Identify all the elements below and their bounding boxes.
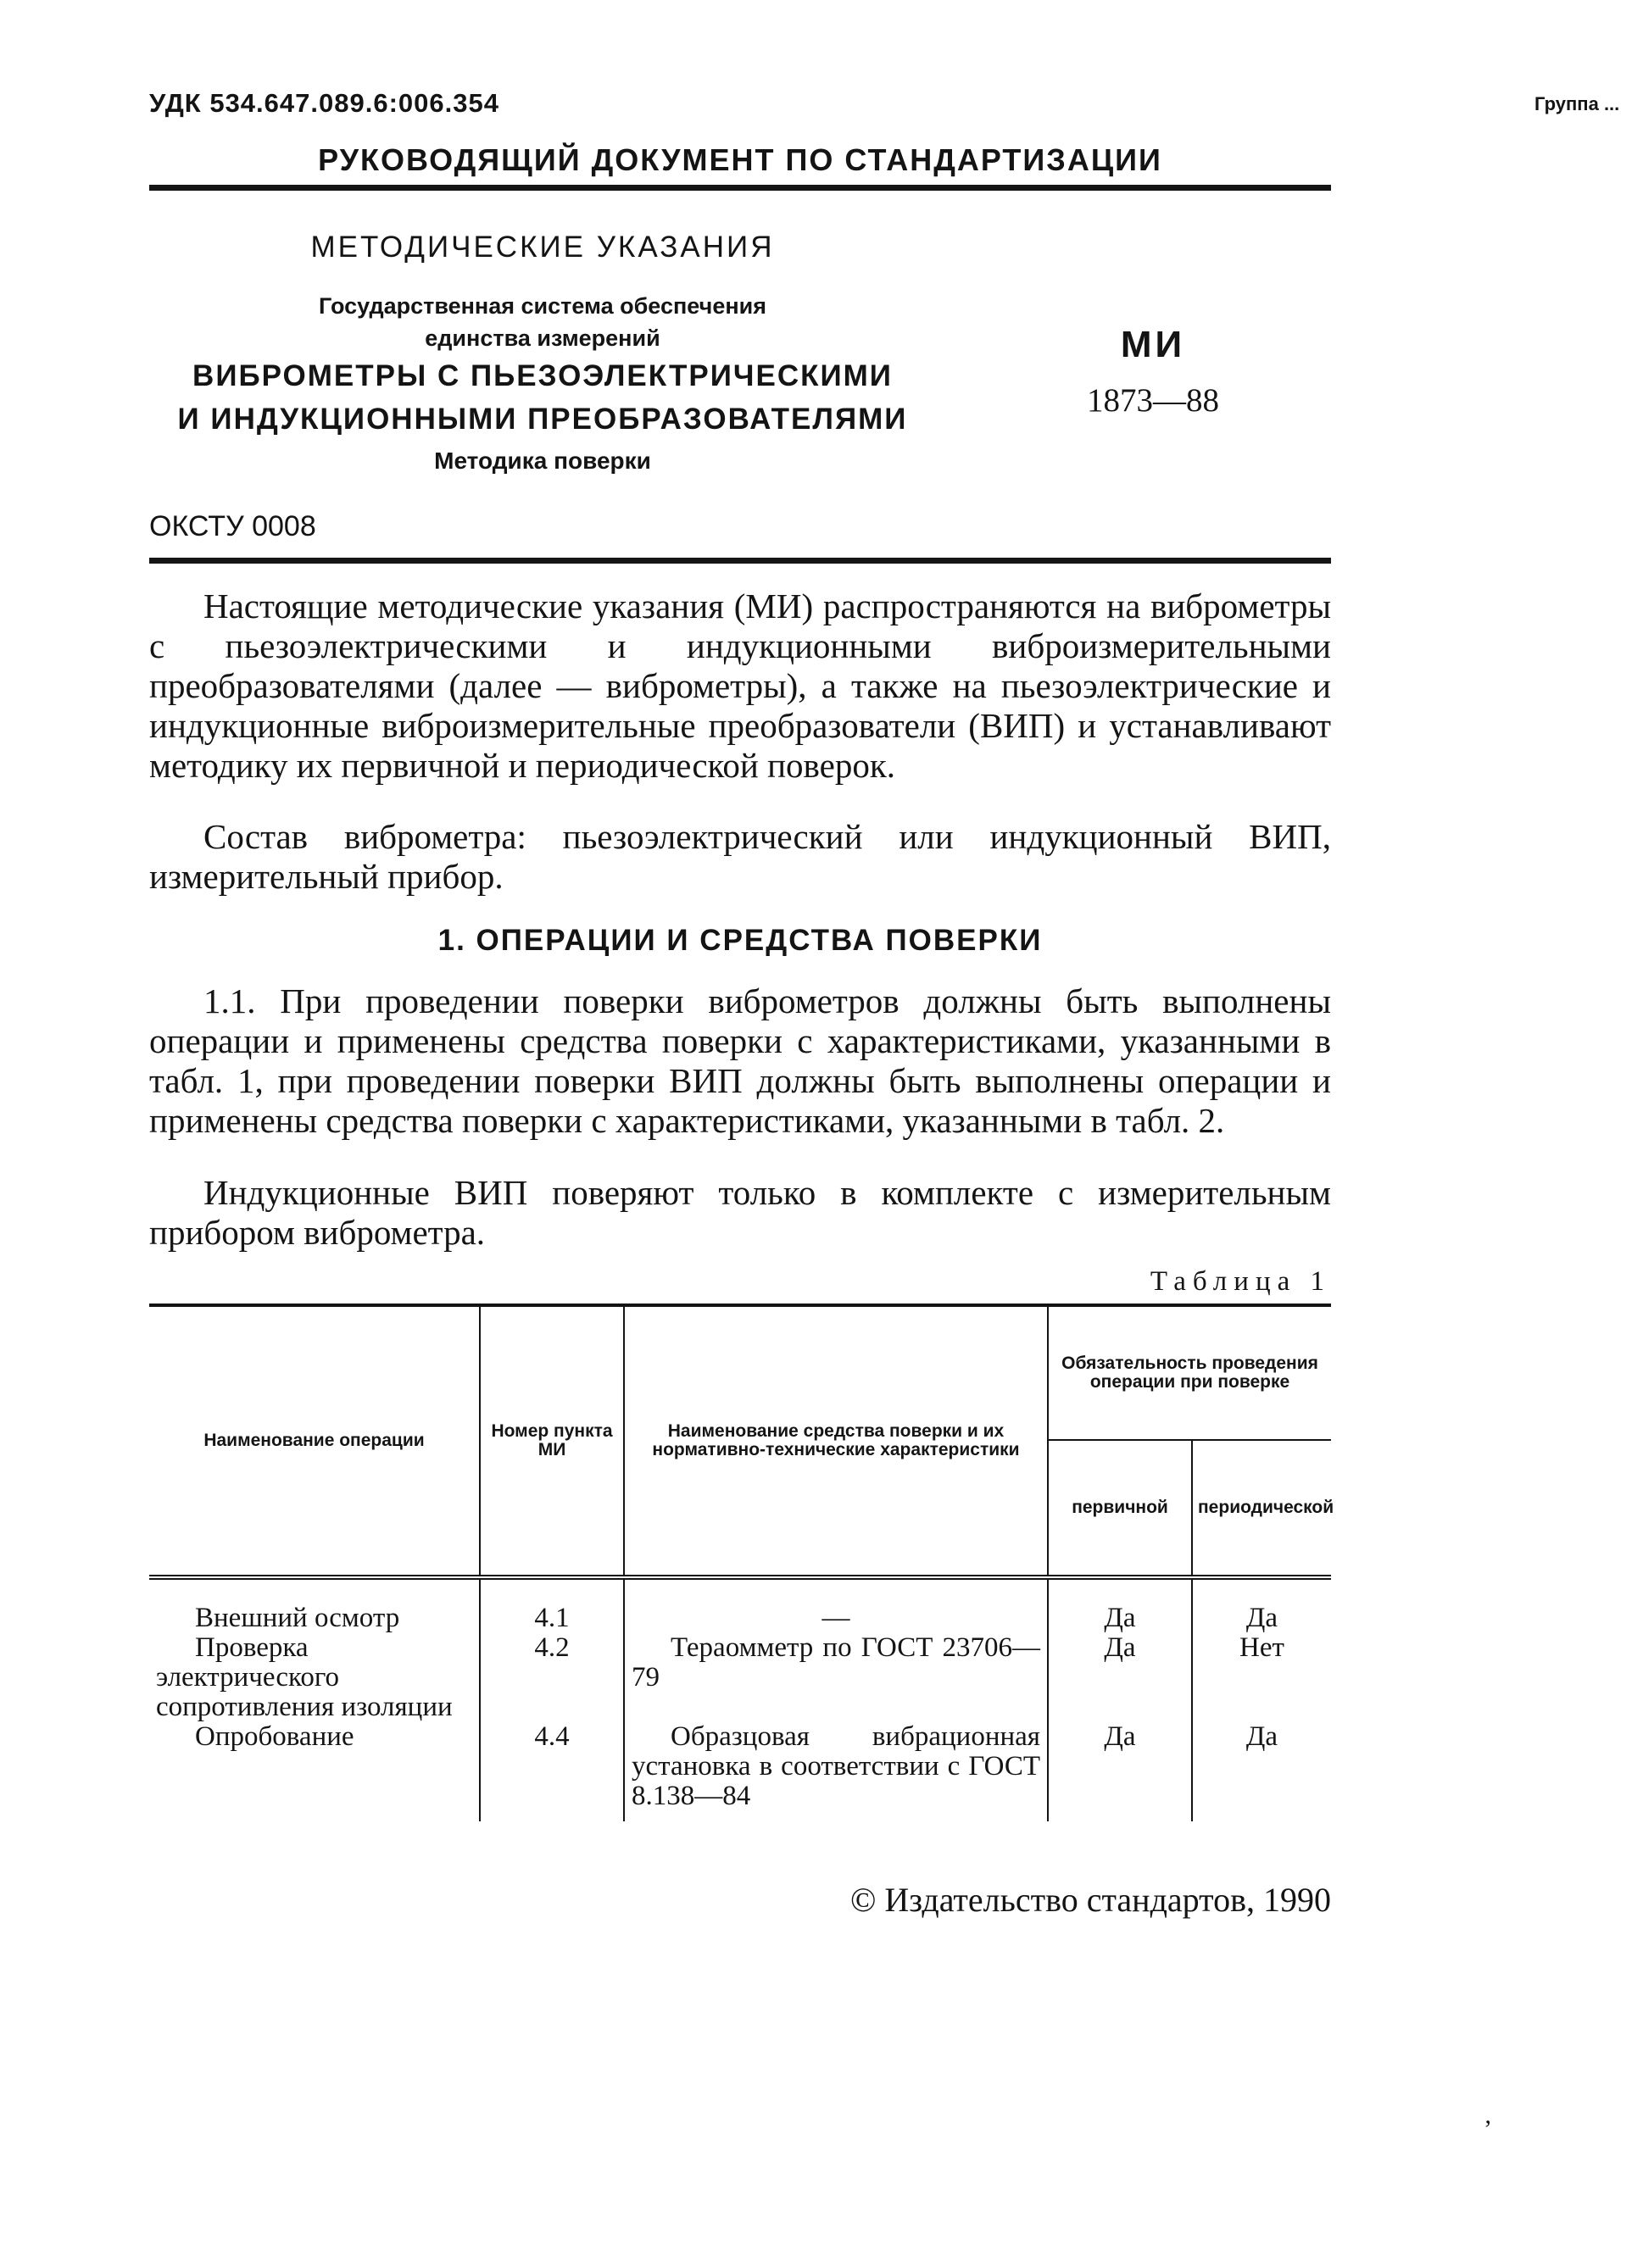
table-row xyxy=(149,1577,1331,1633)
header-clause: Номер пункта МИ xyxy=(480,1305,624,1577)
document-type-heading: РУКОВОДЯЩИЙ ДОКУМЕНТ ПО СТАНДАРТИЗАЦИИ xyxy=(318,142,1162,177)
primary-cell: Да xyxy=(1048,1577,1192,1633)
primary-cell: Да xyxy=(1048,1633,1192,1722)
document-code: МИ xyxy=(1120,324,1186,365)
header-obligation: Обязательность проведения операции при поверке xyxy=(1048,1305,1331,1440)
means-cell: — xyxy=(624,1577,1048,1633)
clause-cell: 4.4 xyxy=(480,1722,624,1821)
table-caption: Таблица 1 xyxy=(1150,1266,1331,1297)
header-operation: Наименование операции xyxy=(149,1305,480,1577)
document-title xyxy=(153,354,933,441)
periodic-cell: Нет xyxy=(1192,1633,1331,1722)
verification-operations-table xyxy=(149,1304,1334,1821)
header-primary: первичной xyxy=(1048,1440,1192,1577)
primary-cell: Да xyxy=(1048,1722,1192,1821)
means-cell: Тераомметр по ГОСТ 23706—79 xyxy=(624,1633,1048,1722)
table-row xyxy=(149,1722,1331,1821)
measurement-system-note xyxy=(153,290,933,354)
composition-paragraph: Состав виброметра: пьезоэлектрический или индукционный ВИП, измерительный прибор. xyxy=(149,817,1331,896)
clause-1-1-paragraph: 1.1. При проведении поверки виброметров должны быть выполнены операции и применены средства поверки с характеристиками, указанными в табл. 1, при проведении поверки ВИП должны быть выполнены операции и применены средства поверки с характеристиками, указанными в табл. 2. xyxy=(149,981,1331,1140)
periodic-cell: Да xyxy=(1192,1722,1331,1821)
table-row xyxy=(149,1633,1331,1722)
header-periodic: периодической xyxy=(1192,1440,1331,1577)
group-note: Группа ... xyxy=(1534,93,1620,114)
header-rule xyxy=(149,185,1331,191)
title-line-1: ВИБРОМЕТРЫ С ПЬЕЗОЭЛЕКТРИЧЕСКИМИ xyxy=(192,359,893,392)
clause-cell: 4.2 xyxy=(480,1633,624,1722)
operation-cell: Опробование xyxy=(195,1721,354,1752)
document-number: 1873—88 xyxy=(1087,382,1219,419)
section-heading: 1. ОПЕРАЦИИ И СРЕДСТВА ПОВЕРКИ xyxy=(437,924,1043,957)
system-line-2: единства измерений xyxy=(425,325,660,351)
system-line-1: Государственная система обеспечения xyxy=(319,293,766,319)
titleblock-rule xyxy=(149,558,1331,564)
document-subtitle: Методика поверки xyxy=(434,447,651,474)
periodic-cell: Да xyxy=(1192,1577,1331,1633)
means-cell: Образцовая вибрационная установка в соответствии с ГОСТ 8.138—84 xyxy=(624,1722,1048,1821)
okstu-code: ОКСТУ 0008 xyxy=(149,510,316,542)
document-kind: МЕТОДИЧЕСКИЕ УКАЗАНИЯ xyxy=(310,231,775,264)
title-line-2: И ИНДУКЦИОННЫМИ ПРЕОБРАЗОВАТЕЛЯМИ xyxy=(177,403,908,436)
intro-paragraph: Настоящие методические указания (МИ) распространяются на виброметры с пьезоэлектрическими и индукционными виброизмерительными преобразователями (далее — виброметры), а также на пьезоэлектрические и индукционные виброизмерительные преобразователи (ВИП) и устанавливают методику их первичной и периодической поверок. xyxy=(149,586,1331,785)
induction-note-paragraph: Индукционные ВИП поверяют только в комплекте с измерительным прибором виброметра. xyxy=(149,1173,1331,1252)
header-means: Наименование средства поверки и их нормативно-технические характеристики xyxy=(624,1305,1048,1577)
margin-mark: ʼ xyxy=(1484,2115,1492,2143)
clause-cell: 4.1 xyxy=(480,1577,624,1633)
operation-cell: Проверка электрического сопротивления изоляции xyxy=(156,1632,453,1722)
copyright-line: © Издательство стандартов, 1990 xyxy=(849,1881,1331,1919)
udk-code: УДК 534.647.089.6:006.354 xyxy=(149,88,499,118)
operation-cell: Внешний осмотр xyxy=(195,1603,400,1633)
